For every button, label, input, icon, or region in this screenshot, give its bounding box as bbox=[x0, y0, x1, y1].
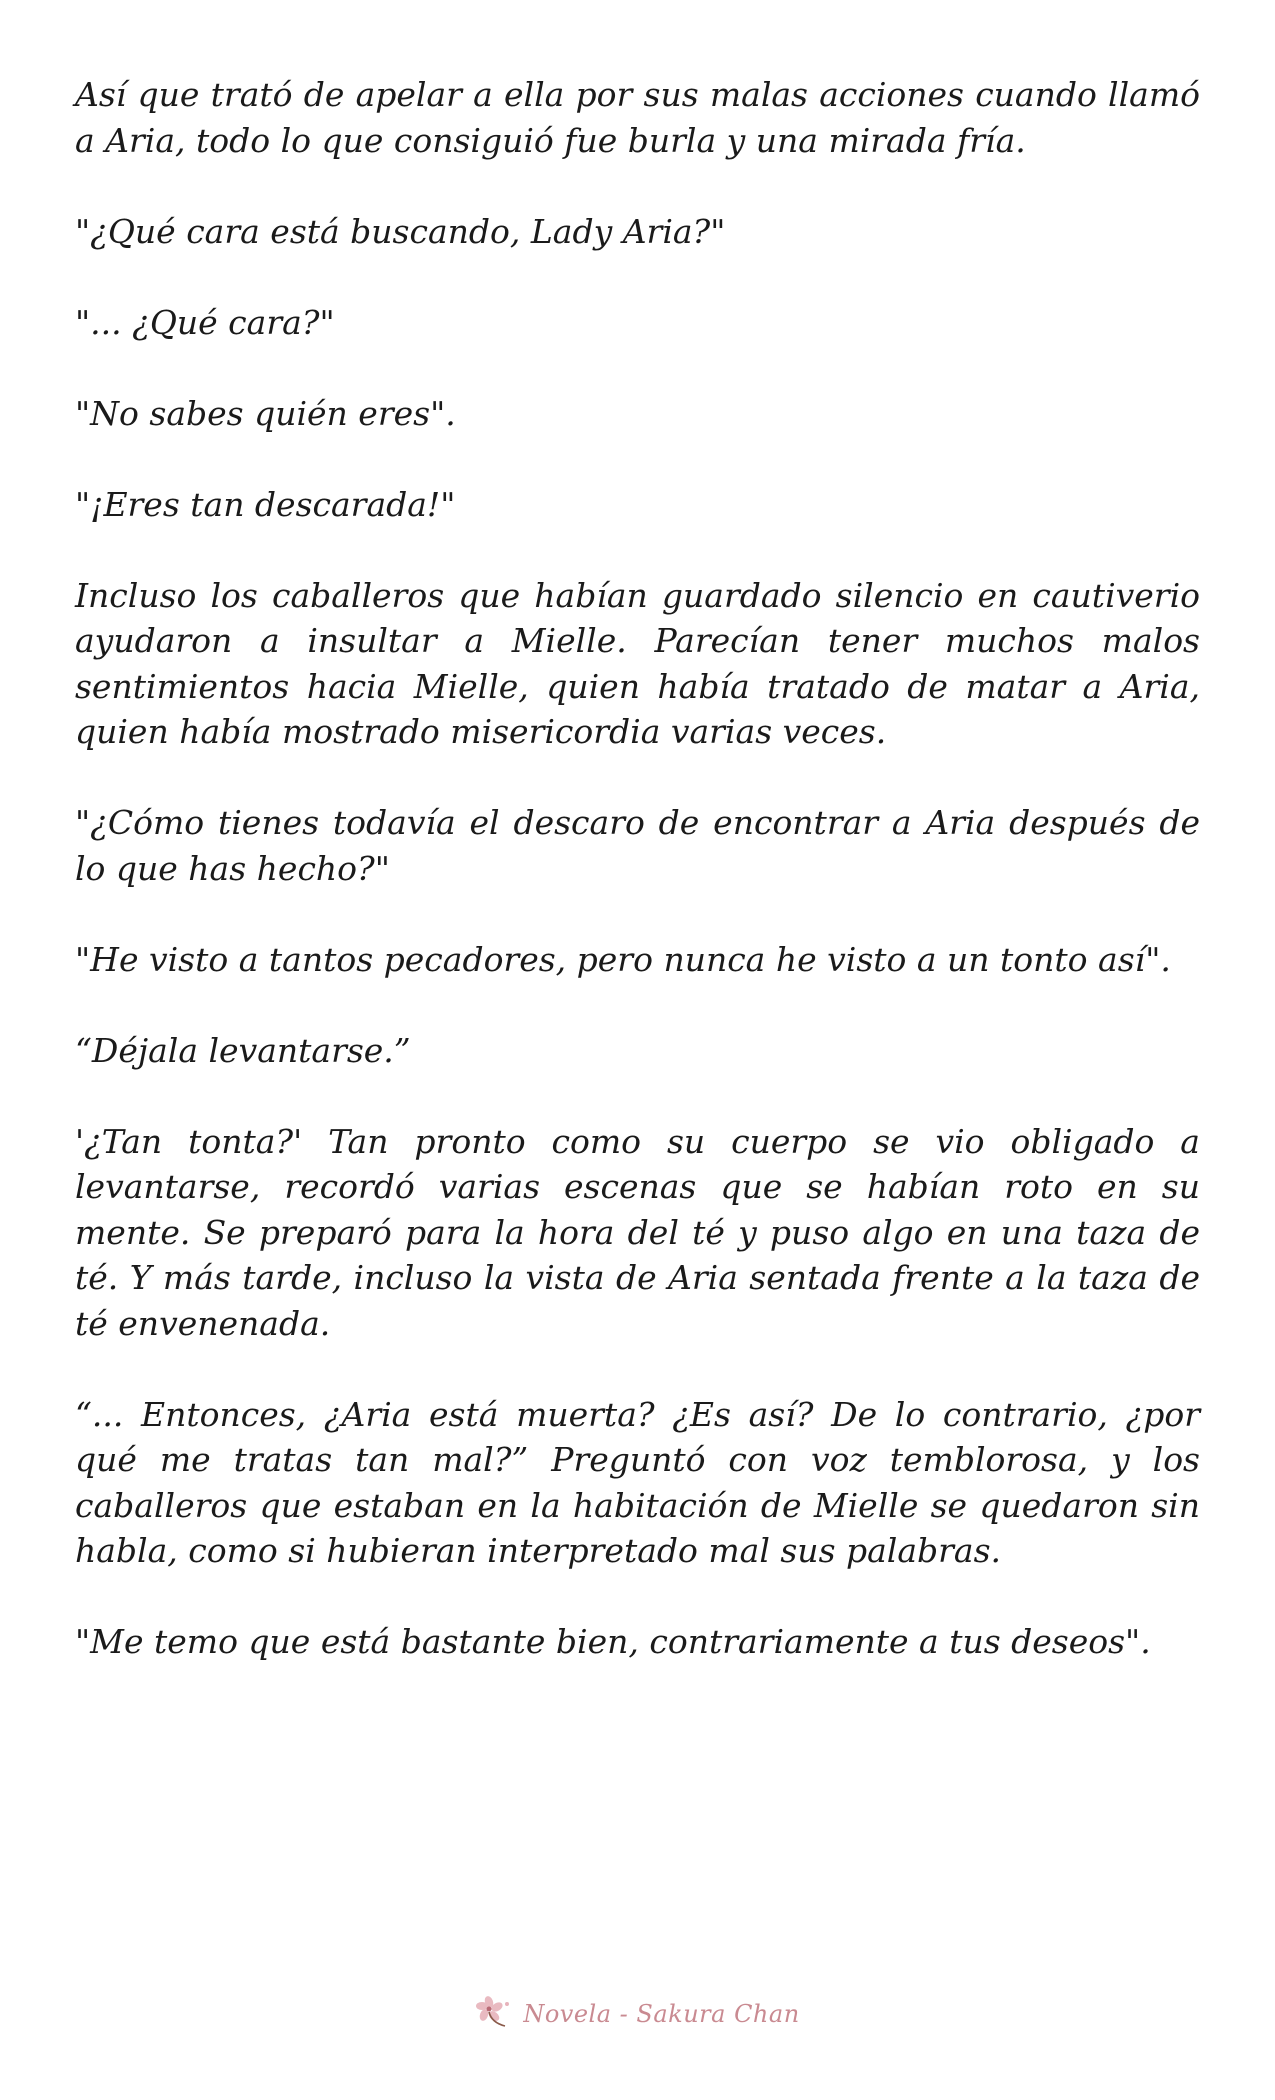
footer-watermark-text: Novela - Sakura Chan bbox=[523, 2000, 800, 2028]
paragraph: '¿Tan tonta?' Tan pronto como su cuerpo se vio obligado a levantarse, recordó varias escenas que se habían roto en su mente. Se preparó para la hora del té y puso algo en una taza de té. Y más tarde, incluso la vista de Aria sentada frente a la taza de té envenenada. bbox=[75, 1121, 1200, 1343]
paragraph: "¿Qué cara está buscando, Lady Aria?" bbox=[75, 211, 726, 251]
paragraph: Así que trató de apelar a ella por sus malas acciones cuando llamó a Aria, todo lo que consiguió fue burla y una mirada fría. bbox=[75, 75, 1200, 160]
paragraph: “Déjala levantarse.” bbox=[75, 1030, 411, 1070]
paragraph: "... ¿Qué cara?" bbox=[75, 302, 335, 342]
footer-watermark bbox=[0, 1994, 1275, 2034]
paragraph: "He visto a tantos pecadores, pero nunca he visto a un tonto así". bbox=[75, 939, 1171, 979]
paragraph: "¡Eres tan descarada!" bbox=[75, 484, 456, 524]
paragraph: "Me temo que está bastante bien, contrariamente a tus deseos". bbox=[75, 1622, 1151, 1661]
paragraph: "¿Cómo tienes todavía el descaro de encontrar a Aria después de lo que has hecho?" bbox=[75, 803, 1200, 888]
paragraph: "No sabes quién eres". bbox=[75, 393, 456, 433]
document-body bbox=[75, 72, 1200, 1710]
sakura-flower-icon bbox=[475, 1994, 515, 2034]
paragraph: “... Entonces, ¿Aria está muerta? ¿Es así? De lo contrario, ¿por qué me tratas tan mal?” Preguntó con voz temblorosa, y los caballeros que estaban en la habitación de Mielle se quedaron sin habla, como si hubieran interpretado mal sus palabras. bbox=[75, 1394, 1200, 1570]
paragraph: Incluso los caballeros que habían guardado silencio en cautiverio ayudaron a insultar a Mielle. Parecían tener muchos malos sentimientos hacia Mielle, quien había tratado de matar a Aria, quien había mostrado misericordia varias veces. bbox=[75, 575, 1200, 751]
